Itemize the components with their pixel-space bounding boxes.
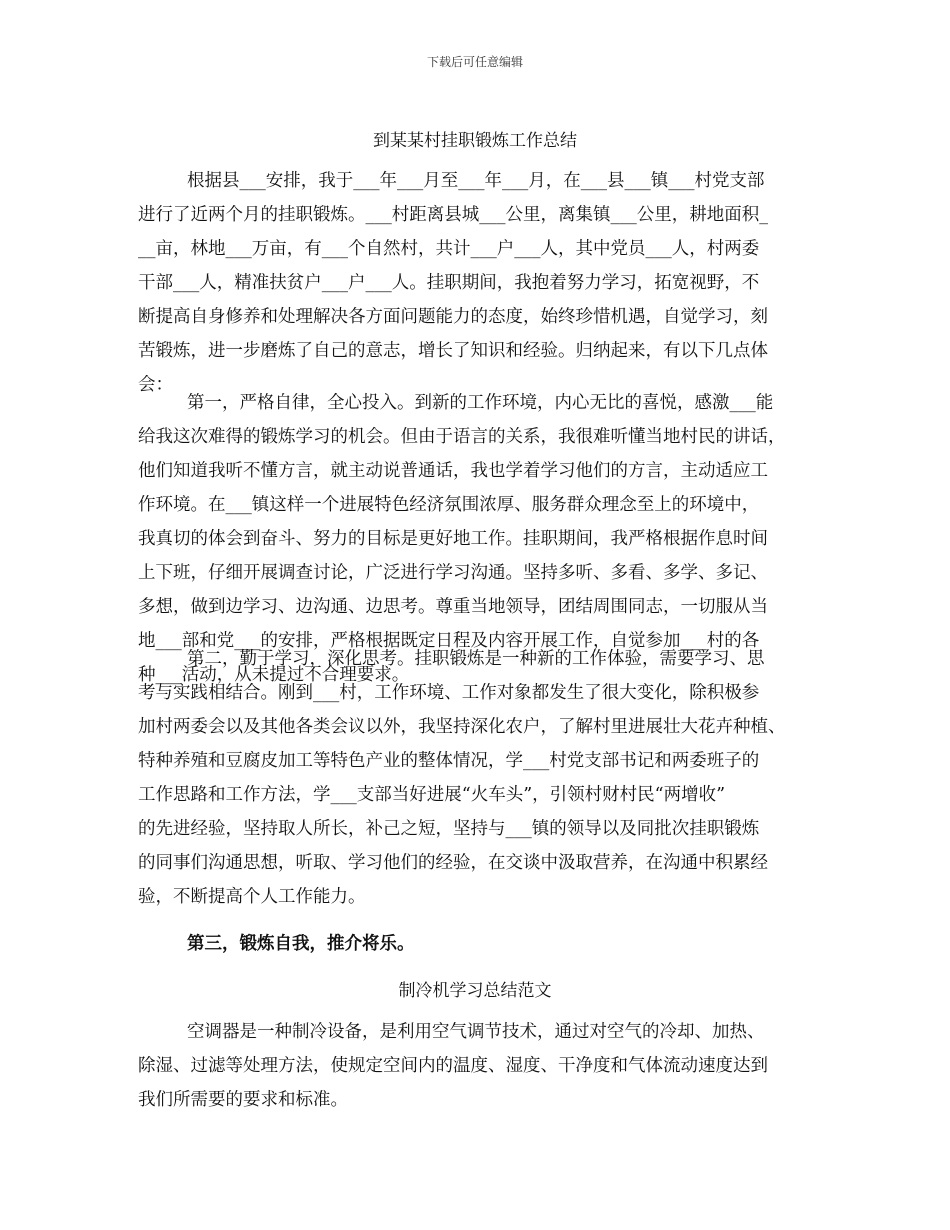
- paragraph-line: 我们所需要的要求和标准。: [138, 1090, 348, 1110]
- paragraph-line: 给我这次难得的锻炼学习的机会。但由于语言的关系，我很难听懂当地村民的讲话，: [138, 427, 786, 447]
- paragraph-1: [138, 164, 814, 402]
- paragraph-line: 考与实践相结合。刚到___村，工作环境、工作对象都发生了很大变化，除积极参: [138, 683, 760, 703]
- paragraph-line: 他们知道我听不懂方言，就主动说普通话，我也学着学习他们的方言，主动适应工: [138, 461, 768, 481]
- paragraph-line: 特种养殖和豆腐皮加工等特色产业的整体情况，学___村党支部书记和两委班子的: [138, 751, 760, 771]
- paragraph-line: 加村两委会以及其他各类会议以外，我坚持深化农户，了解村里进展壮大花卉种植、: [138, 717, 786, 737]
- paragraph-line: 会：: [138, 375, 173, 395]
- paragraph-line: 种___活动，从未提过不合理要求。: [138, 665, 410, 685]
- paragraph-line: 的同事们沟通思想，听取、学习他们的经验，在交谈中汲取营养，在沟通中积累经: [138, 853, 768, 873]
- paragraph-line: __亩，林地___万亩，有___个自然村，共计___户___人，其中党员___人，村两委: [138, 239, 760, 259]
- paragraph-line: 作环境。在___镇这样一个进展特色经济氛围浓厚、服务群众理念至上的环境中，: [138, 495, 760, 515]
- paragraph-4: [138, 927, 814, 961]
- paragraph-line: 断提高自身修养和处理解决各方面问题能力的态度，始终珍惜机遇，自觉学习，刻: [138, 307, 768, 327]
- paragraph-line: 除湿、过滤等处理方法，使规定空间内的温度、湿度、干净度和气体流动速度达到: [138, 1056, 768, 1076]
- paragraph-line: 多想，做到边学习、边沟通、边思考。尊重当地领导，团结周围同志，一切服从当: [138, 597, 768, 617]
- paragraph-line: 干部___人，精准扶贫户___户___人。挂职期间，我抱着努力学习，拓宽视野，不: [138, 273, 760, 293]
- paragraph-line: 地___部和党___的安排，严格根据既定日程及内容开展工作，自觉参加___村的各: [138, 631, 760, 651]
- second-document-title: 制冷机学习总结范文: [398, 981, 552, 1001]
- paragraph-5: [138, 1015, 814, 1117]
- paragraph-line: 进行了近两个月的挂职锻炼。___村距离县城___公里，离集镇___公里，耕地面积_: [138, 205, 768, 225]
- section-heading: 第三，锻炼自我，推介将乐。: [187, 934, 415, 954]
- paragraph-line: 工作思路和工作方法，学___支部当好进展“火车头”，引领村财村民“两增收”: [138, 785, 726, 805]
- paragraph-line: 验，不断提高个人工作能力。: [138, 887, 366, 907]
- header-note: 下载后可任意编辑: [426, 55, 523, 69]
- paragraph-line: 我真切的体会到奋斗、努力的目标是更好地工作。挂职期间，我严格根据作息时间: [138, 529, 768, 549]
- paragraph-line: 空调器是一种制冷设备，是利用空气调节技术，通过对空气的冷却、加热、: [187, 1022, 765, 1042]
- paragraph-line: 第二，勤于学习，深化思考。挂职锻炼是一种新的工作体验，需要学习、思: [187, 649, 765, 669]
- paragraph-line: 根据县___安排，我于___年___月至___年___月，在___县___镇___村党支部: [187, 171, 765, 191]
- paragraph-line: 第一，严格自律，全心投入。到新的工作环境，内心无比的喜悦，感激___能: [187, 393, 774, 413]
- paragraph-3: [138, 642, 814, 914]
- paragraph-line: 的先进经验，坚持取人所长，补己之短，坚持与___镇的领导以及同批次挂职锻炼: [138, 819, 760, 839]
- document-title: 到某某村挂职锻炼工作总结: [373, 131, 577, 151]
- paragraph-line: 苦锻炼，进一步磨炼了自己的意志，增长了知识和经验。归纳起来，有以下几点体: [138, 341, 768, 361]
- paragraph-line: 上下班，仔细开展调查讨论，广泛进行学习沟通。坚持多听、多看、多学、多记、: [138, 563, 768, 583]
